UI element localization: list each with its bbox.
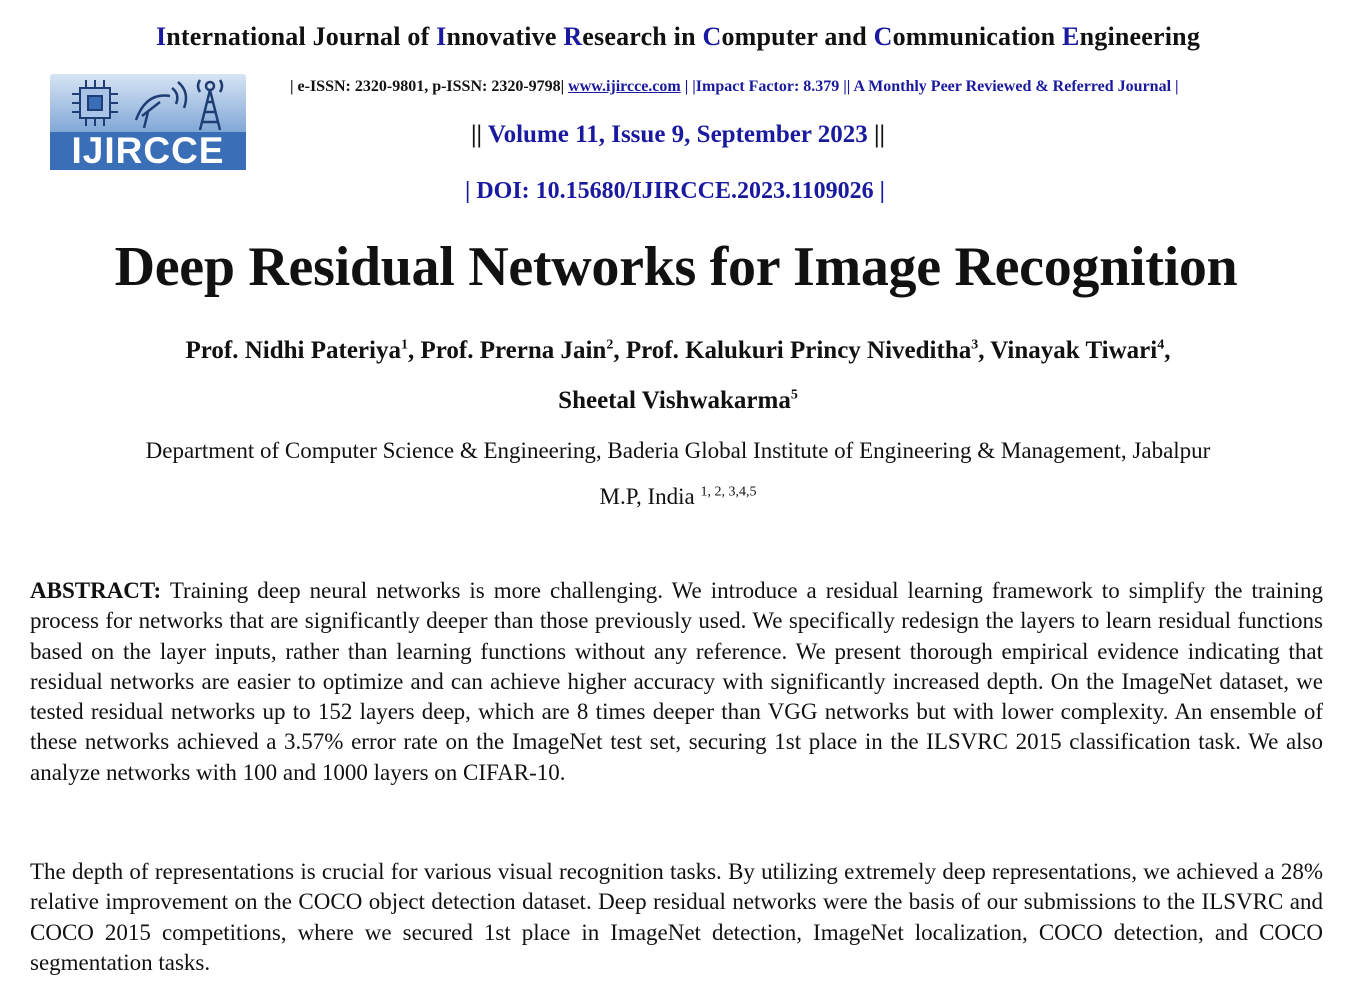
volume-issue: Volume 11, Issue 9, September 2023 [487, 121, 868, 148]
affiliation-location: M.P, India $^{1, 2, 3,4,5}$ [599, 484, 757, 509]
author-name: Prof. Nidhi Pateriya [185, 337, 401, 364]
body-paragraph: The depth of representations is crucial for various visual recognition tasks. By utilizing extremely deep representations, we achieved a 28% relative improvement on the COCO object detection dataset. Deep residual networks were the basis of our submissions to the ILSVRC and COCO 2015 competitions, where we secured 1st place in ImageNet detection, ImageNet localization, COCO detection, and COCO segmentation tasks. [30, 859, 1323, 975]
abstract-label: ABSTRACT: [30, 578, 162, 603]
author-name: Vinayak Tiwari [990, 337, 1158, 364]
volume-line: || Volume 11, Issue 9, September 2023 || [471, 121, 885, 148]
issn-line [290, 78, 1179, 96]
abstract-text: Training deep neural networks is more challenging. We introduce a residual learning framework to simplify the training process for networks that are significantly deeper than those previously used. We specifically redesign the layers to learn residual functions based on the layer inputs, rather than learning functions without any reference. We present thorough empirical evidence indicating that residual networks are easier to optimize and can achieve higher accuracy with significantly increased depth. On the ImageNet dataset, we tested residual networks up to 152 layers deep, which are 8 times deeper than VGG networks but with lower complexity. An ensemble of these networks achieved a 3.57% error rate on the ImageNet test set, securing 1st place in the ILSVRC 2015 classification task. We also analyze networks with 100 and 1000 layers on CIFAR-10. [30, 578, 1323, 785]
logo-text: IJIRCCE [71, 130, 225, 170]
website-link[interactable]: www.ijircce.com [568, 78, 681, 95]
doi: | DOI: 10.15680/IJIRCCE.2023.1109026 | [465, 178, 885, 204]
journal-title: International Journal of Innovative Research in Computer and Communication Engineering [155, 22, 1201, 51]
issn-text: | e-ISSN: 2320-9801, p-ISSN: 2320-9798| [290, 78, 565, 95]
affiliation: Department of Computer Science & Engineering, Baderia Global Institute of Engineering & Management, Jabalpur [145, 438, 1211, 463]
author-list-continued: Sheetal Vishwakarma$^5$ [558, 387, 798, 414]
abstract [30, 576, 1323, 788]
author-list: Prof. Nidhi Pateriya$^1$, Prof. Prerna Jain$^2$, Prof. Kalukuri Princy Niveditha$^3$, Vinayak Tiwari$^4$, [185, 337, 1171, 364]
author-name: Prof. Prerna Jain [420, 337, 607, 364]
author-name: Sheetal Vishwakarma [558, 387, 791, 414]
impact-factor-text: | |Impact Factor: 8.379 || A Monthly Peer Reviewed & Referred Journal | [684, 78, 1179, 95]
author-name: Prof. Kalukuri Princy Niveditha [625, 337, 972, 364]
paper-title: Deep Residual Networks for Image Recognition [114, 236, 1238, 298]
